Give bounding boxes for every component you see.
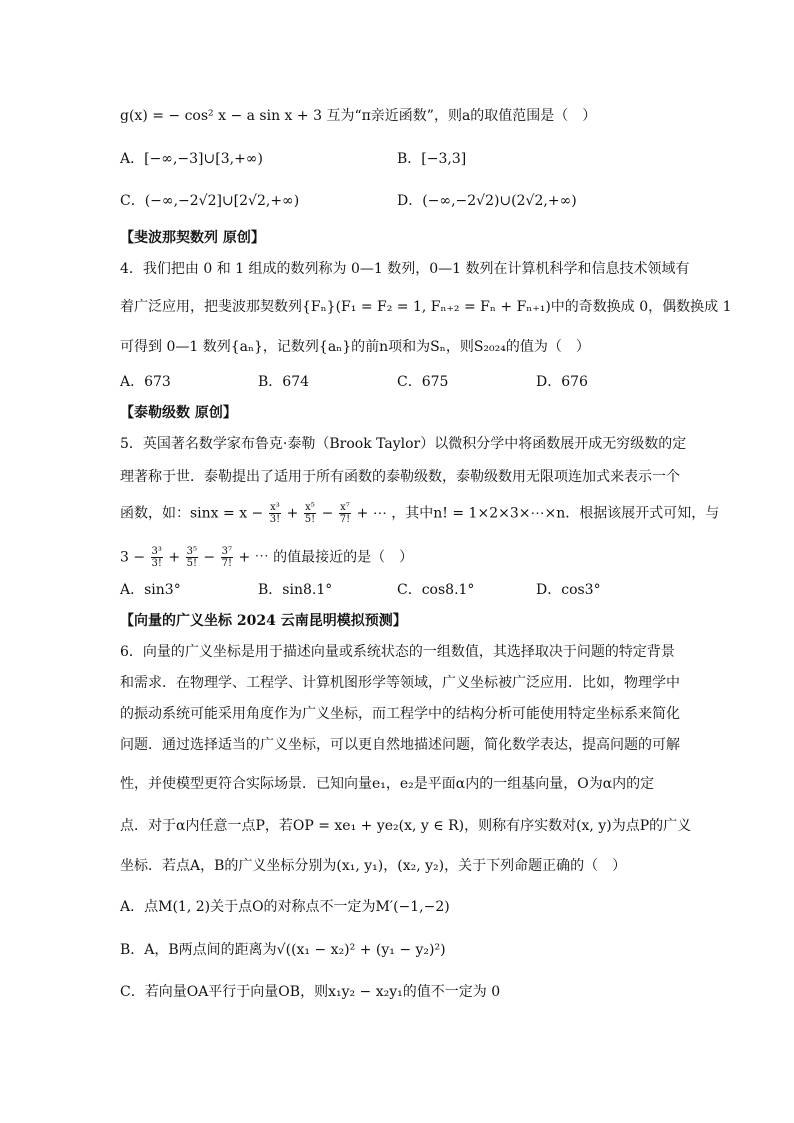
- q5-line-2: 理著称于世．泰勒提出了适用于所有函数的泰勒级数，泰勒级数用无限项连加式来表示一个: [120, 469, 680, 485]
- q6-option-c: C．若向量OA平行于向量OB，则x₁y₂ − x₂y₁的值不一定为 0: [120, 984, 501, 1000]
- q5-line-4-suffix: 的值最接近的是（ ）: [273, 549, 414, 566]
- q3-option-c: C．(−∞,−2√2]∪[2√2,+∞): [120, 193, 300, 209]
- fraction-x3-over-3fact: $\frac{\text{x³}}{3!}$: [269, 502, 281, 525]
- q6-line-5: 性，并使模型更符合实际场景．已知向量e₁，e₂是平面α内的一组基向量，O为α内的定: [120, 776, 655, 792]
- q6-line-7: 坐标．若点A，B的广义坐标分别为(x₁, y₁)，(x₂, y₂)，关于下列命题正确的（ ）: [120, 858, 627, 874]
- q4-option-d: D．676: [536, 374, 588, 390]
- q3-option-a: A．[−∞,−3]∪[3,+∞): [120, 151, 263, 167]
- q6-line-1: 6．向量的广义坐标是用于描述向量或系统状态的一组数值，其选择取决于问题的特定背景: [120, 644, 675, 660]
- q5-option-b: B．sin8.1°: [258, 582, 333, 598]
- fraction-x5-over-5fact: $\frac{\text{x⁵}}{5!}$: [304, 502, 316, 525]
- q5-option-c: C．cos8.1°: [397, 582, 475, 598]
- q5-line-3: 函数，如：sinx = x − $\frac{\text{x³}}{3!}$ + $\frac{\text{x⁵}}{5!}$ − $\frac{\text{x⁷}}{7!}$ + ⋯ ，其中n! = 1×2×3×⋯×n．根据该展开式可知，与: [120, 502, 720, 525]
- q4-line-1: 4．我们把由 0 和 1 组成的数列称为 0—1 数列，0—1 数列在计算机科学和信息技术领域有: [120, 261, 690, 277]
- q6-option-b: B．A，B两点间的距离为√((x₁ − x₂)² + (y₁ − y₂)²): [120, 942, 446, 958]
- fraction-3pow7-over-7fact: $\frac{\text{3⁷}}{7!}$: [221, 546, 232, 569]
- q6-line-6: 点．对于α内任意一点P，若OP = xe₁ + ye₂(x, y ∈ R)，则称有序实数对(x, y)为点P的广义: [120, 818, 692, 834]
- section-heading-fibonacci: 【斐波那契数列 原创】: [120, 230, 265, 246]
- q4-line-3: 可得到 0—1 数列{aₙ}，记数列{aₙ}的前n项和为Sₙ，则S₂₀₂₄的值为（ ）: [120, 339, 590, 355]
- q5-line-3-prefix: 函数，如：sinx = x −: [120, 505, 264, 522]
- q5-line-4: 3 − $\frac{\text{3³}}{3!}$ + $\frac{\text{3⁵}}{5!}$ − $\frac{\text{3⁷}}{7!}$ + ⋯ 的值最接近的是（ ）: [120, 546, 414, 569]
- q3-option-d: D．(−∞,−2√2)∪(2√2,+∞): [397, 193, 577, 209]
- section-heading-vector-coordinates: 【向量的广义坐标 2024 云南昆明模拟预测】: [120, 613, 407, 629]
- q4-option-a: A．673: [120, 374, 171, 390]
- q6-option-a: A．点M(1, 2)关于点O的对称点不一定为M′(−1,−2): [120, 899, 450, 915]
- q5-option-d: D．cos3°: [536, 582, 601, 598]
- q4-option-c: C．675: [397, 374, 449, 390]
- fraction-3pow5-over-5fact: $\frac{\text{3⁵}}{5!}$: [186, 546, 197, 569]
- q5-line-3-suffix: ，其中n! = 1×2×3×⋯×n．根据该展开式可知，与: [391, 505, 720, 522]
- fraction-x7-over-7fact: $\frac{\text{x⁷}}{7!}$: [339, 502, 351, 525]
- q4-line-2: 着广泛应用，把斐波那契数列{Fₙ}(F₁ = F₂ = 1, Fₙ₊₂ = Fₙ + Fₙ₊₁)中的奇数换成 0，偶数换成 1: [120, 299, 732, 315]
- q3-stem: g(x) = − cos² x − a sin x + 3 互为“π亲近函数”，则a的取值范围是（ ）: [120, 108, 597, 124]
- q3-option-b: B．[−3,3]: [397, 151, 467, 167]
- q5-option-a: A．sin3°: [120, 582, 181, 598]
- q5-line-1: 5．英国著名数学家布鲁克·泰勒（Brook Taylor）以微积分学中将函数展开成无穷级数的定: [120, 436, 687, 452]
- q4-option-b: B．674: [258, 374, 310, 390]
- q6-line-3: 的振动系统可能采用角度作为广义坐标，而工程学中的结构分析可能使用特定坐标系来简化: [120, 706, 680, 722]
- section-heading-taylor: 【泰勒级数 原创】: [120, 405, 237, 421]
- q6-line-4: 问题．通过选择适当的广义坐标，可以更自然地描述问题，简化数学表达，提高问题的可解: [120, 737, 680, 753]
- q6-line-2: 和需求．在物理学、工程学、计算机图形学等领域，广义坐标被广泛应用．比如，物理学中: [120, 675, 680, 691]
- fraction-3pow3-over-3fact: $\frac{\text{3³}}{3!}$: [151, 546, 162, 569]
